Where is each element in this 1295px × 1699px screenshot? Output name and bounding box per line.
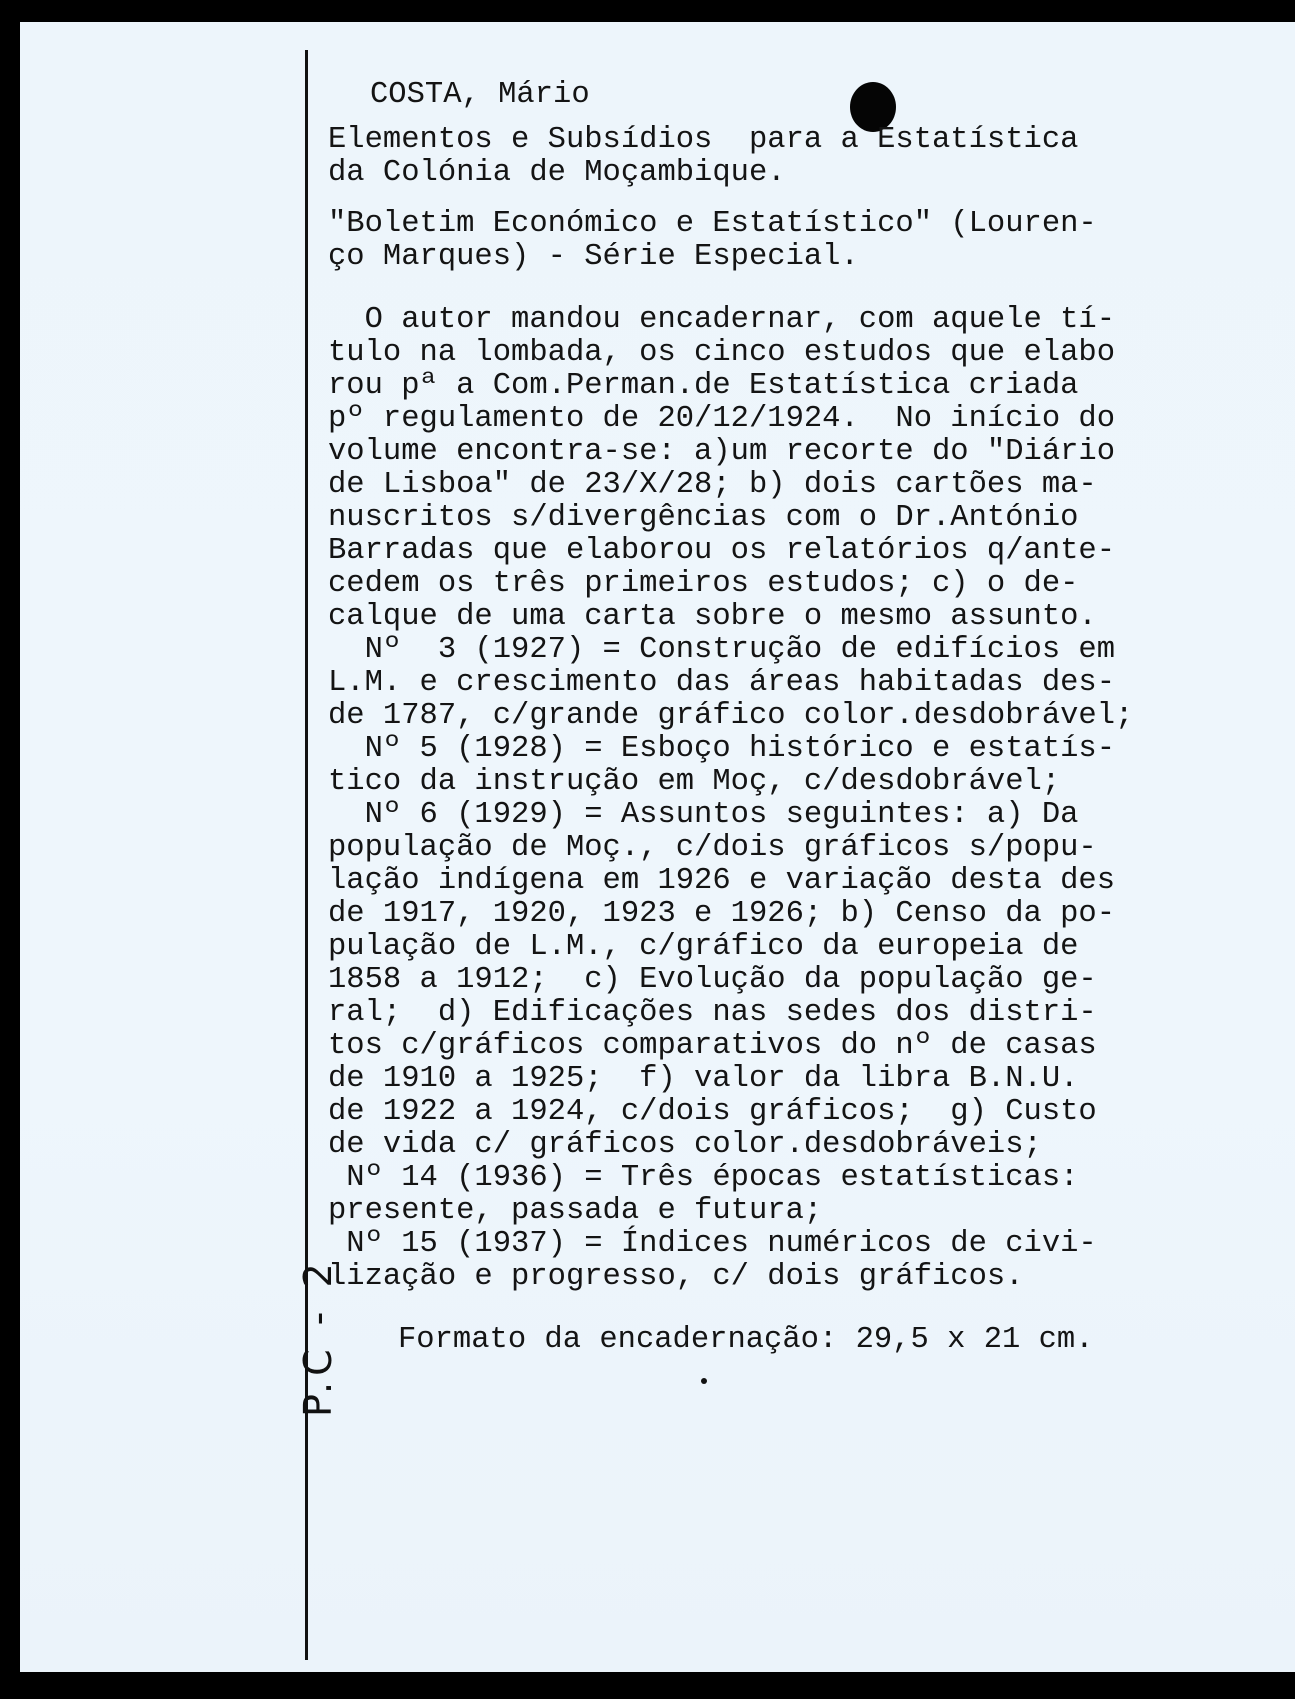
body-line: O autor mandou encadernar, com aquele tí- (328, 303, 1116, 337)
catalog-card (20, 22, 1295, 1672)
body-line: tico da instrução em Moç, c/desdobrável; (328, 765, 1061, 799)
body-line: pº regulamento de 20/12/1924. No início do (328, 402, 1116, 436)
body-line: cedem os três primeiros estudos; c) o de- (328, 567, 1079, 601)
body-line: Barradas que elaborou os relatórios q/ante- (328, 534, 1116, 568)
format-note: Formato da encadernação: 29,5 x 21 cm. (398, 1323, 1094, 1357)
source-line: ço Marques) - Série Especial. (328, 240, 859, 274)
body-line: de 1910 a 1925; f) valor da libra B.N.U. (328, 1062, 1079, 1096)
title-line: da Colónia de Moçambique. (328, 156, 786, 190)
body-line: L.M. e crescimento das áreas habitadas des- (328, 666, 1116, 700)
body-line: Nº 5 (1928) = Esboço histórico e estatís- (328, 732, 1116, 766)
body-line: tos c/gráficos comparativos do nº de casas (328, 1029, 1097, 1063)
body-line: Nº 15 (1937) = Índices numéricos de civi- (328, 1227, 1097, 1261)
body-line: de 1787, c/grande gráfico color.desdobrável; (328, 699, 1134, 733)
body-line: de vida c/ gráficos color.desdobráveis; (328, 1128, 1042, 1162)
body-line: população de Moç., c/dois gráficos s/popu- (328, 831, 1097, 865)
body-line: pulação de L.M., c/gráfico da europeia de (328, 930, 1079, 964)
body-line: tulo na lombada, os cinco estudos que elabo (328, 336, 1116, 370)
body-line: 1858 a 1912; c) Evolução da população ge- (328, 963, 1097, 997)
body-line: volume encontra-se: a)um recorte do "Diário (328, 435, 1116, 469)
body-line: lação indígena em 1926 e variação desta des (328, 864, 1116, 898)
body-line: de 1922 a 1924, c/dois gráficos; g) Custo (328, 1095, 1097, 1129)
body-line: de Lisboa" de 23/X/28; b) dois cartões ma- (328, 468, 1097, 502)
body-line: nuscritos s/divergências com o Dr.António (328, 501, 1079, 535)
body-line: de 1917, 1920, 1923 e 1926; b) Censo da po- (328, 897, 1116, 931)
body-line: rou pª a Com.Perman.de Estatística criada (328, 369, 1079, 403)
margin-rule (305, 50, 308, 1660)
title-line: Elementos e Subsídios para a Estatística (328, 123, 1079, 157)
ink-dot (701, 1378, 707, 1384)
handwritten-margin-note: P.C - 2 (296, 1257, 340, 1417)
body-line: Nº 14 (1936) = Três épocas estatísticas: (328, 1161, 1079, 1195)
body-line: Nº 6 (1929) = Assuntos seguintes: a) Da (328, 798, 1079, 832)
body-line: lização e progresso, c/ dois gráficos. (328, 1260, 1024, 1294)
body-line: presente, passada e futura; (328, 1194, 823, 1228)
body-line: Nº 3 (1927) = Construção de edifícios em (328, 633, 1116, 667)
source-line: "Boletim Económico e Estatístico" (Louren- (328, 207, 1097, 241)
author-heading: COSTA, Mário (370, 78, 590, 112)
body-line: ral; d) Edificações nas sedes dos distri- (328, 996, 1097, 1030)
body-line: calque de uma carta sobre o mesmo assunto. (328, 600, 1097, 634)
